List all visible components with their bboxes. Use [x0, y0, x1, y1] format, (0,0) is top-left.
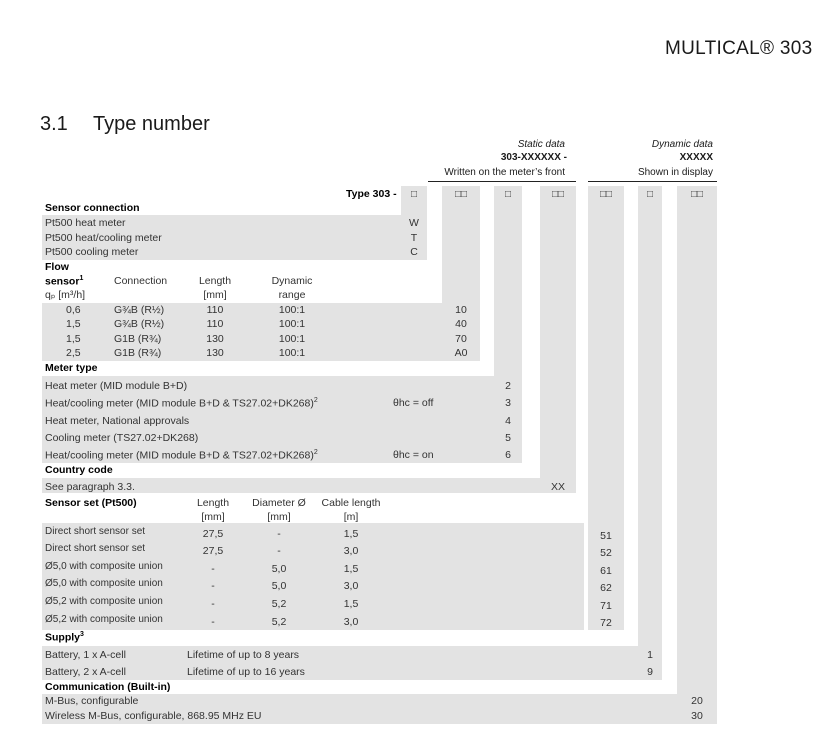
flow-qp: 1,5: [66, 333, 81, 345]
sensor-set-cable: 3,0: [343, 616, 359, 628]
meter-type-code: 3: [505, 397, 511, 409]
sensor-set-diameter: 5,0: [271, 580, 287, 592]
box-7: □□: [690, 189, 704, 200]
sensor-connection-row: Pt500 cooling meter: [45, 246, 139, 258]
dynamic-data-code: XXXXX: [679, 152, 713, 163]
country-code-title: Country code: [45, 464, 113, 476]
meter-type-code: 2: [505, 380, 511, 392]
column-supply: [638, 186, 662, 680]
flow-length: 110: [206, 318, 224, 330]
dynamic-data-note: Shown in display: [637, 167, 713, 178]
flow-code: A0: [454, 347, 468, 359]
diameter-unit: [mm]: [267, 511, 291, 523]
sensor-set-title: Sensor set (Pt500): [45, 497, 137, 509]
theta-hc-note: θhc = on: [393, 449, 434, 461]
supply-lifetime: Lifetime of up to 8 years: [187, 649, 300, 661]
supply-code: 9: [647, 666, 653, 678]
band-supply: [42, 646, 638, 680]
static-data-code: 303-XXXXXX -: [500, 152, 567, 163]
supply-row: Battery, 1 x A-cell: [45, 649, 126, 661]
sensor-connection-title: Sensor connection: [45, 202, 140, 214]
country-code-row: See paragraph 3.3.: [45, 481, 135, 493]
box-4: □□: [551, 189, 565, 200]
communication-row: M-Bus, configurable: [45, 695, 139, 707]
box-6: □: [646, 189, 654, 200]
supply-title: Supply$^3$: [45, 631, 84, 644]
sensor-set-length: -: [211, 563, 215, 575]
length-unit: [mm]: [203, 289, 227, 301]
flow-code: 70: [455, 333, 467, 345]
sensor-set-code: 72: [600, 617, 612, 629]
sensor-set-cable: 3,0: [343, 545, 359, 557]
sensor-set-code: 61: [600, 565, 612, 577]
sensor-set-length: 27,5: [202, 528, 224, 540]
sensor-set-code: 52: [600, 547, 612, 559]
flow-range: 100:1: [278, 318, 306, 330]
sensor-set-length: -: [211, 580, 215, 592]
country-code-value: XX: [550, 481, 565, 493]
box-2: □□: [454, 189, 468, 200]
sensor-set-code: 51: [600, 530, 612, 542]
flow-qp: 2,5: [66, 347, 81, 359]
sensor-connection-code: C: [410, 246, 418, 258]
flow-title: Flow: [45, 261, 69, 273]
sensor-set-cable: 1,5: [343, 598, 359, 610]
communication-code: 30: [691, 710, 703, 722]
sensor-set-length: -: [211, 616, 215, 628]
sensor-set-cable: 1,5: [343, 563, 359, 575]
length-label: Length: [198, 275, 232, 287]
flow-connection: G1B (R¾): [114, 333, 162, 345]
communication-title: Communication (Built-in): [45, 681, 171, 693]
band-flow: [42, 303, 442, 361]
qp-label: qₚ [m³/h]: [45, 289, 86, 301]
section-number: 3.1: [40, 113, 68, 135]
flow-range: 100:1: [278, 347, 306, 359]
type-label: Type 303 -: [346, 188, 397, 200]
sensor-set-cable: 3,0: [343, 580, 359, 592]
sensor-set-code: 71: [600, 600, 612, 612]
flow-qp: 1,5: [66, 318, 81, 330]
meter-type-code: 4: [505, 415, 511, 427]
sensor-set-diameter: 5,2: [271, 616, 287, 628]
meter-type-code: 6: [505, 449, 511, 461]
flow-title-2: sensor$^1$: [45, 275, 84, 288]
box-1: □: [410, 189, 418, 200]
sensor-connection-row: Pt500 heat/cooling meter: [45, 232, 162, 244]
meter-type-row: Heat meter (MID module B+D): [45, 380, 188, 392]
dynamic-range-label-2: range: [278, 289, 306, 301]
theta-hc-note: θhc = off: [393, 397, 434, 409]
box-3: □: [504, 189, 512, 200]
flow-connection: G1B (R¾): [114, 347, 162, 359]
sensor-set-row: Ø5,0 with composite union: [45, 578, 163, 589]
flow-length: 110: [206, 304, 224, 316]
supply-code: 1: [647, 649, 653, 661]
sensor-set-diameter: 5,2: [271, 598, 287, 610]
flow-connection: G¾B (R½): [114, 318, 165, 330]
flow-range: 100:1: [278, 304, 306, 316]
meter-type-row: Cooling meter (TS27.02+DK268): [45, 432, 199, 444]
sensor-length-label: Length: [196, 497, 230, 509]
sensor-set-length: -: [211, 598, 215, 610]
communication-code: 20: [691, 695, 703, 707]
sensor-connection-row: Pt500 heat meter: [45, 217, 126, 229]
sensor-set-diameter: 5,0: [271, 563, 287, 575]
flow-connection: G¾B (R½): [114, 304, 165, 316]
column-country: [540, 186, 576, 493]
dynamic-range-label: Dynamic: [271, 275, 313, 287]
meter-type-row: Heat/cooling meter (MID module B+D & TS27.02+DK268)$^2$: [45, 397, 318, 410]
sensor-set-row: Ø5,0 with composite union: [45, 561, 163, 572]
sensor-connection-code: W: [409, 217, 419, 229]
meter-type-code: 5: [505, 432, 511, 444]
sensor-set-row: Direct short sensor set: [45, 543, 146, 554]
communication-row: Wireless M-Bus, configurable, 868.95 MHz EU: [45, 710, 262, 722]
supply-lifetime: Lifetime of up to 16 years: [187, 666, 305, 678]
static-data-label: Static data: [517, 139, 565, 150]
dynamic-data-label: Dynamic data: [651, 139, 713, 150]
column-sensor-set: [588, 186, 624, 630]
cable-length-unit: [m]: [343, 511, 359, 523]
flow-length: 130: [206, 347, 224, 359]
sensor-set-row: Ø5,2 with composite union: [45, 614, 163, 625]
diameter-label: Diameter Ø: [252, 497, 306, 509]
sensor-set-cable: 1,5: [343, 528, 359, 540]
meter-type-row: Heat/cooling meter (MID module B+D & TS27.02+DK268)$^2$: [45, 449, 318, 462]
section-title: Type number: [93, 113, 210, 135]
sensor-set-diameter: -: [277, 545, 281, 557]
flow-qp: 0,6: [66, 304, 81, 316]
product-header: MULTICAL® 303: [665, 38, 813, 59]
sensor-set-length: 27,5: [202, 545, 224, 557]
column-communication: [677, 186, 717, 724]
connection-label: Connection: [114, 275, 168, 287]
static-underline: [428, 181, 576, 182]
meter-type-title: Meter type: [45, 362, 98, 374]
supply-row: Battery, 2 x A-cell: [45, 666, 126, 678]
flow-range: 100:1: [278, 333, 306, 345]
static-data-note: Written on the meter’s front: [444, 167, 565, 178]
flow-code: 40: [455, 318, 467, 330]
dynamic-underline: [588, 181, 717, 182]
sensor-set-row: Direct short sensor set: [45, 526, 146, 537]
cable-length-label: Cable length: [321, 497, 381, 509]
sensor-set-diameter: -: [277, 528, 281, 540]
sensor-length-unit: [mm]: [201, 511, 225, 523]
box-5: □□: [599, 189, 613, 200]
sensor-set-code: 62: [600, 582, 612, 594]
flow-length: 130: [206, 333, 224, 345]
sensor-set-row: Ø5,2 with composite union: [45, 596, 163, 607]
meter-type-row: Heat meter, National approvals: [45, 415, 190, 427]
flow-code: 10: [455, 304, 467, 316]
sensor-connection-code: T: [410, 232, 418, 244]
